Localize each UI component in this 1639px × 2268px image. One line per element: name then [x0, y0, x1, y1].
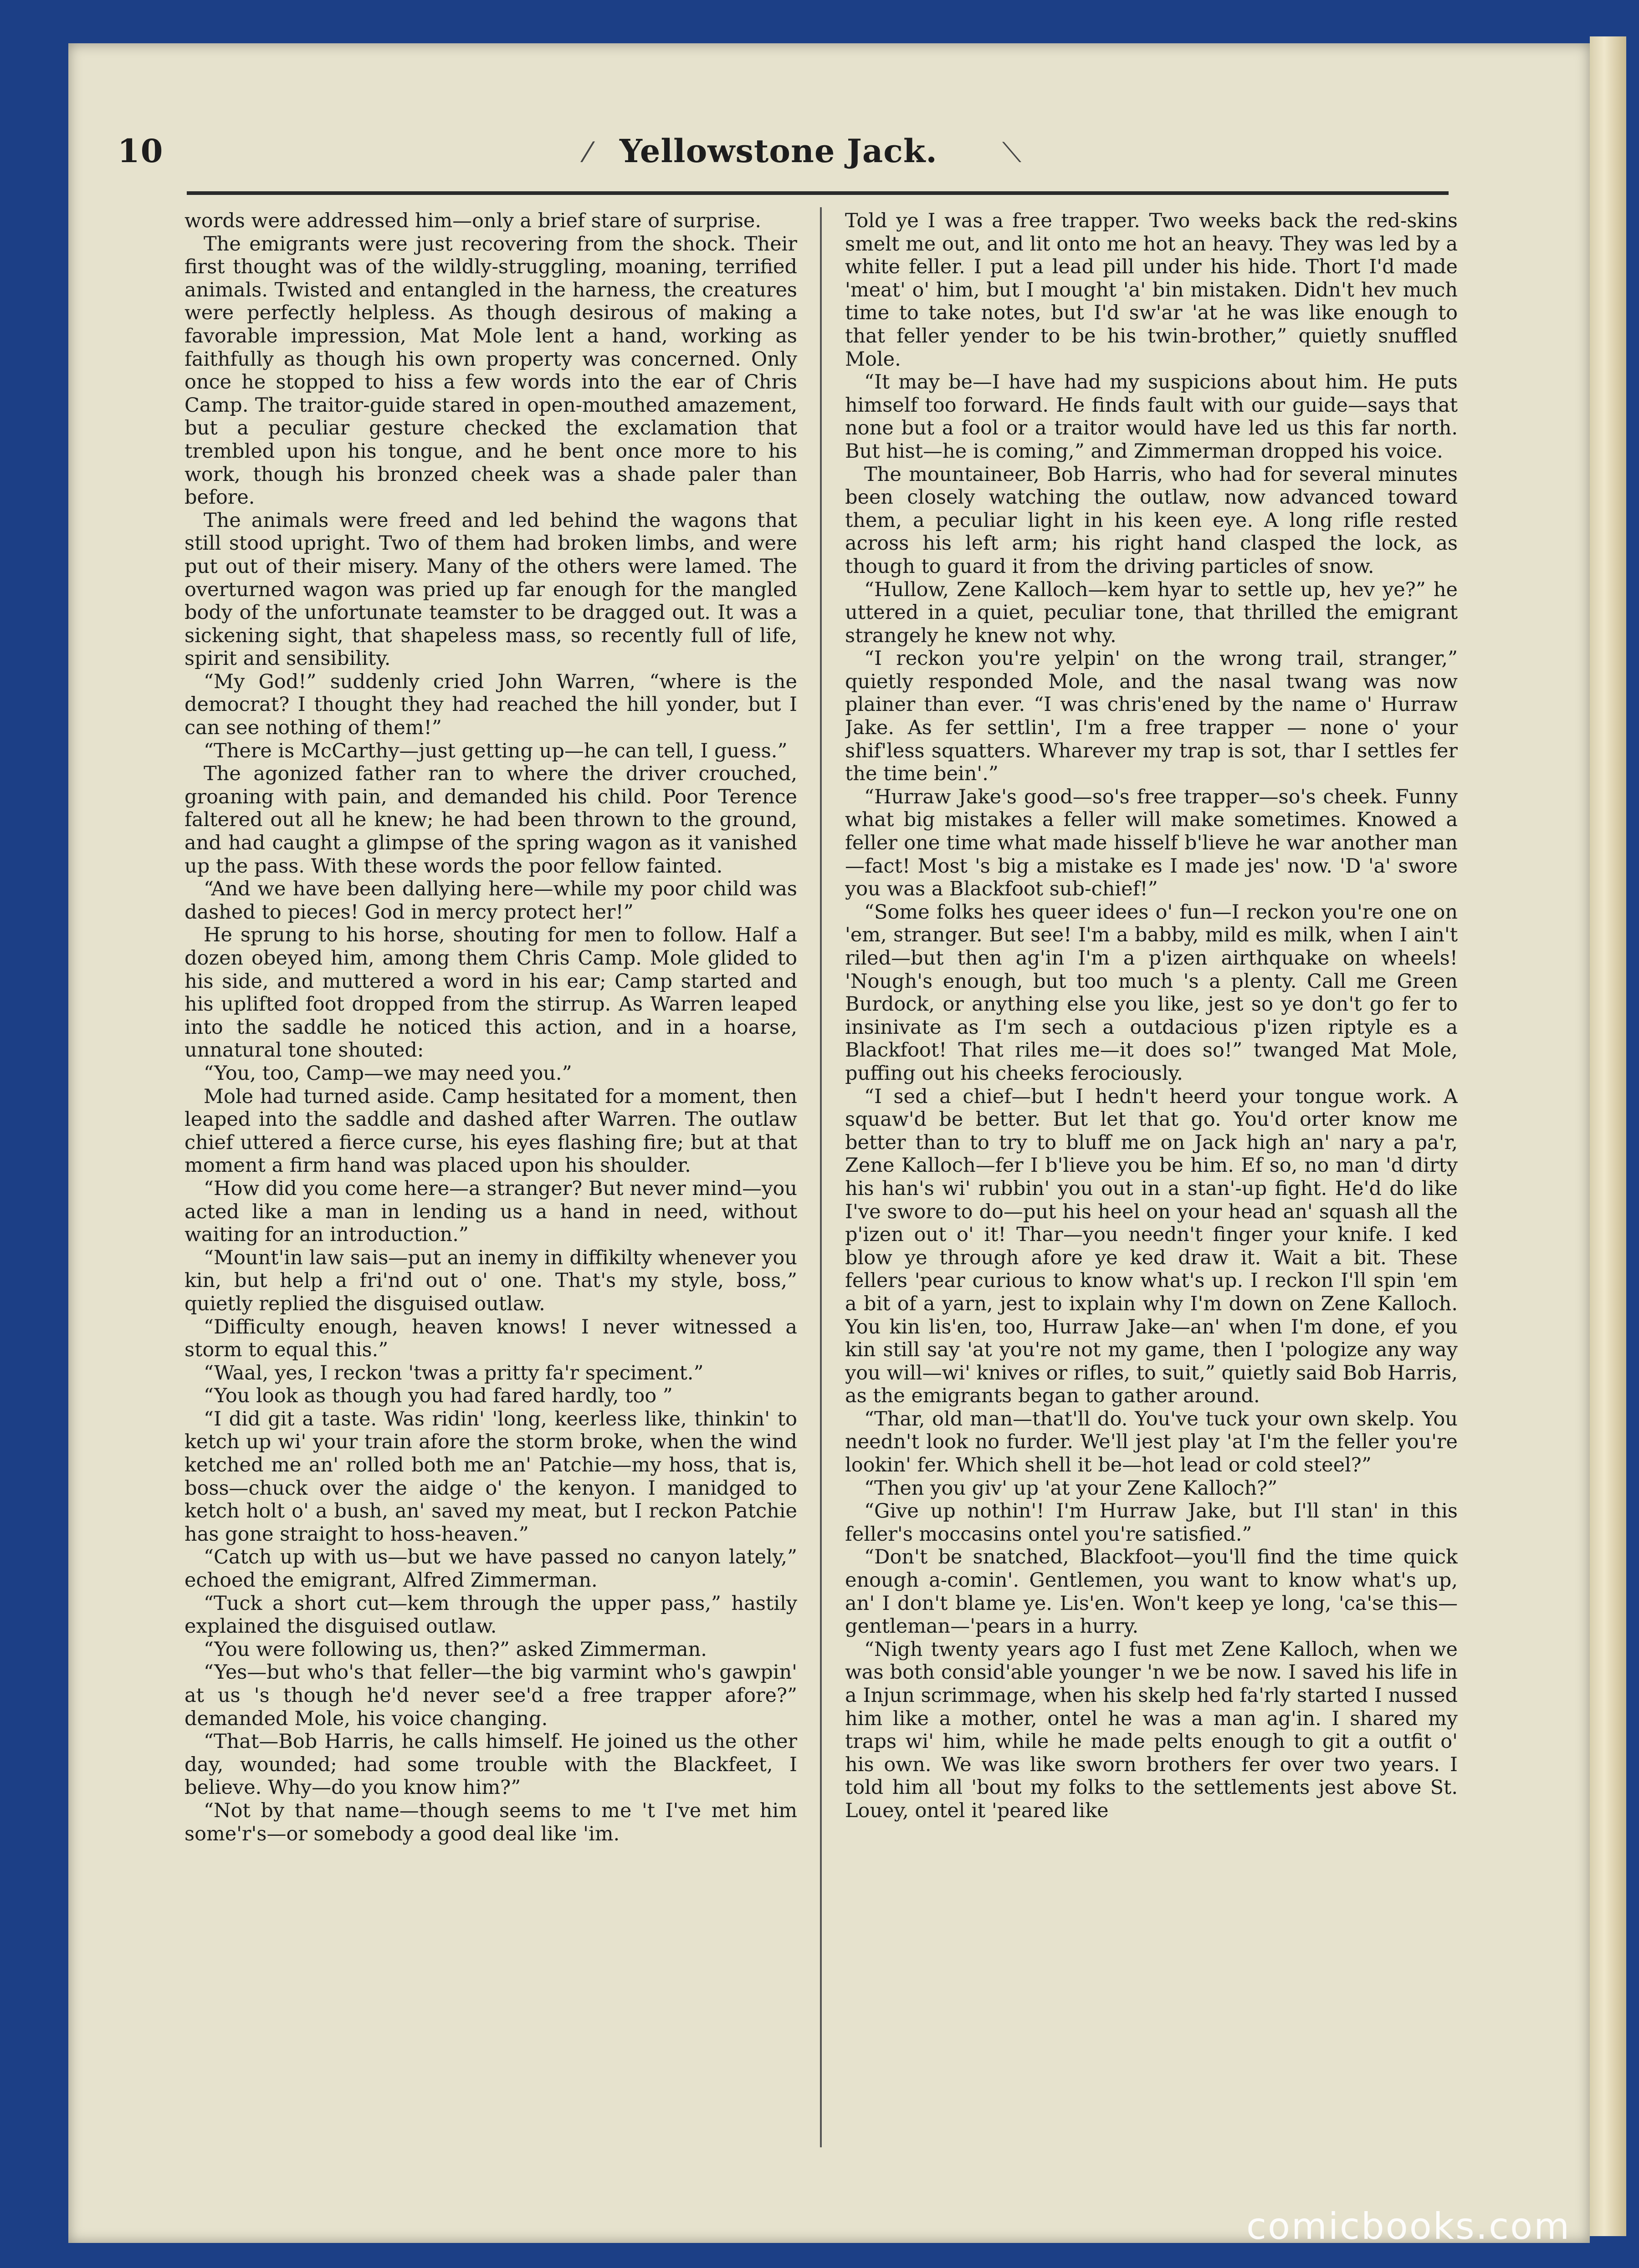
paragraph: The mountaineer, Bob Harris, who had for several minutes been closely watching the outlaw, now advanced toward them, a peculiar light in his keen eye. A long rifle rested across his left arm; his right hand clasped the lock, as though to guard it from the driving particles of snow. — [845, 463, 1458, 578]
paragraph: The emigrants were just recovering from the shock. Their first thought was of the wildly-struggling, moaning, terrified animals. Twisted and entangled in the harness, the creatures were perfectly helpless. As though desirous of making a favorable impression, Mat Mole lent a hand, working as faithfully as though his own property was concerned. Only once he stopped to hiss a few words into the ear of Chris Camp. The traitor-guide stared in open-mouthed amazement, but a peculiar gesture checked the exclamation that trembled upon his tongue, and he bent once more to his work, though his bronzed cheek was a shade paler than before. — [184, 232, 797, 509]
paragraph: words were addressed him—only a brief stare of surprise. — [184, 209, 762, 232]
paragraph: “My God!” suddenly cried John Warren, “where is the democrat? I thought they had reached the hill yonder, but I can see nothing of them!” — [184, 670, 797, 740]
paragraph: Mole had turned aside. Camp hesitated for a moment, then leaped into the saddle and dashed after Warren. The outlaw chief uttered a fierce curse, his eyes flashing fire; but at that moment a firm hand was placed upon his shoulder. — [184, 1085, 797, 1177]
paragraph: “Not by that name—though seems to me 't I've met him some'r's—or somebody a good deal like 'im. — [184, 1799, 797, 1845]
paragraph: “There is McCarthy—just getting up—he can tell, I guess.” — [204, 739, 788, 762]
paragraph: “Tuck a short cut—kem through the upper pass,” hastily explained the disguised outlaw. — [184, 1592, 797, 1638]
running-title: Yellowstone Jack. — [620, 132, 937, 170]
text-column-right — [845, 209, 1458, 2145]
paragraph: The agonized father ran to where the driver crouched, groaning with pain, and demanded his child. Poor Terence faltered out all he knew; he had been thrown to the ground, and had caught a glimpse of the spring wagon as it vanished up the pass. With these words the poor fellow fainted. — [184, 762, 797, 878]
paragraph: The animals were freed and led behind the wagons that still stood upright. Two of them had broken limbs, and were put out of their misery. Many of the others were lamed. The overturned wagon was pried up far enough for the mangled body of the unfortunate teamster to be dragged out. It was a sickening sight, that shapeless mass, so recently full of life, spirit and sensibility. — [184, 509, 797, 670]
paragraph: “I did git a taste. Was ridin' 'long, keerless like, thinkin' to ketch up wi' your train afore the storm broke, when the wind ketched me an' rolled both me an' Patchie—my hoss, that is, boss—chuck over the aidge o' the kenyon. I manidged to ketch holt o' a bush, an' saved my meat, but I reckon Patchie has gone straight to hoss-heaven.” — [184, 1407, 797, 1546]
paragraph: “Don't be snatched, Blackfoot—you'll find the time quick enough a-comin'. Gentlemen, you want to know what's up, an' I don't blame ye. Lis'en. Won't keep ye long, 'ca'se this—gentleman—'pears in a hurry. — [845, 1546, 1458, 1638]
paragraph: “Hurraw Jake's good—so's free trapper—so's cheek. Funny what big mistakes a feller will make sometimes. Knowed a feller one time what made hisself b'lieve he war another man—fact! Most 's big a mistake es I made jes' now. 'D 'a' swore you was a Blackfoot sub-chief!” — [845, 785, 1458, 901]
paragraph: “You, too, Camp—we may need you.” — [204, 1062, 572, 1085]
title-flourish-right: ⟍ — [1002, 137, 1021, 169]
paragraph: “That—Bob Harris, he calls himself. He joined us the other day, wounded; had some trouble with the Blackfeet, I believe. Why—do you know him?” — [184, 1730, 797, 1799]
paragraph: “Then you giv' up 'at your Zene Kalloch?” — [864, 1476, 1278, 1500]
paragraph: “Nigh twenty years ago I fust met Zene Kalloch, when we was both consid'able younger 'n we be now. I saved his life in a Injun scrimmage, when his skelp hed fa'rly started I nussed him like a mother, ontel he was a man ag'in. I shared my traps wi' him, while he made pelts enough to git a outfit o' his own. We was like sworn brothers fer over two years. I told him all 'bout my folks to the settlements jest above St. Louey, ontel it 'peared like — [845, 1638, 1458, 1822]
paragraph: “Hullow, Zene Kalloch—kem hyar to settle up, hev ye?” he uttered in a quiet, peculiar tone, that thrilled the emigrant strangely he knew not why. — [845, 578, 1458, 647]
paragraph: “Yes—but who's that feller—the big varmint who's gawpin' at us 's though he'd never see'd a free trapper afore?” demanded Mole, his voice changing. — [184, 1661, 797, 1730]
site-watermark: comicbooks.com — [1246, 2205, 1571, 2248]
paragraph: “You look as though you had fared hardly, too ” — [204, 1384, 673, 1408]
paragraph: “Difficulty enough, heaven knows! I never witnessed a storm to equal this.” — [184, 1315, 797, 1362]
paragraph: “Catch up with us—but we have passed no canyon lately,” echoed the emigrant, Alfred Zimmerman. — [184, 1546, 797, 1592]
paragraph: Told ye I was a free trapper. Two weeks back the red-skins smelt me out, and lit onto me hot an heavy. They was led by a white feller. I put a lead pill under his hide. Thort I'd made 'meat' o' him, but I mought 'a' bin mistaken. Didn't hev much time to take notes, but I'd sw'ar 'at he was like enough to that feller yender to be his twin-brother,” quietly snuffled Mole. — [845, 209, 1458, 371]
paragraph: “It may be—I have had my suspicions about him. He puts himself too forward. He finds fault with our guide—says that none but a fool or a traitor would have led us this far north. But hist—he is coming,” and Zimmerman dropped his voice. — [845, 371, 1458, 463]
paragraph: “I reckon you're yelpin' on the wrong trail, stranger,” quietly responded Mole, and the nasal twang was now plainer than ever. “I was chris'ened by the name o' Hurraw Jake. As fer settlin', I'm a free trapper — none o' your shif'less squatters. Wharever my trap is sot, thar I settles fer the time bein'.” — [845, 647, 1458, 786]
title-flourish-left: ⁄ — [585, 137, 590, 169]
paragraph: “Mount'in law sais—put an inemy in diffikilty whenever you kin, but help a fri'nd out o' one. That's my style, boss,” quietly replied the disguised outlaw. — [184, 1246, 797, 1315]
paragraph: “Some folks hes queer idees o' fun—I reckon you're one on 'em, stranger. But see! I'm a babby, mild es milk, when I ain't riled—but then ag'in I'm a p'izen airthquake on wheels! 'Nough's enough, but too much 's a plenty. Call me Green Burdock, or anything else you like, jest so ye don't go fer to insinivate as I'm sech a outdacious p'izen riptyle es a Blackfoot! That riles me—it does so!” twanged Mat Mole, puffing out his cheeks ferociously. — [845, 900, 1458, 1085]
paragraph: He sprung to his horse, shouting for men to follow. Half a dozen obeyed him, among them Chris Camp. Mole glided to his side, and muttered a word in his ear; Camp started and his uplifted foot dropped from the stirrup. As Warren leaped into the saddle he noticed this action, and in a hoarse, unnatural tone shouted: — [184, 924, 797, 1062]
column-divider — [820, 207, 822, 2147]
paragraph: “You were following us, then?” asked Zimmerman. — [204, 1638, 707, 1661]
paragraph: “And we have been dallying here—while my poor child was dashed to pieces! God in mercy protect her!” — [184, 878, 797, 924]
adjacent-page-edge — [1590, 36, 1626, 2236]
header-rule — [187, 191, 1449, 195]
page-number: 10 — [118, 132, 164, 170]
paragraph: “Waal, yes, I reckon 'twas a pritty fa'r speciment.” — [204, 1361, 704, 1384]
text-column-left — [184, 209, 797, 2145]
paragraph: “I sed a chief—but I hedn't heerd your tongue work. A squaw'd be better. But let that go. You'd orter know me better than to try to bluff me on Jack high an' nary a pa'r, Zene Kalloch—fer I b'lieve you be him. Ef so, no man 'd dirty his han's wi' rubbin' you out in a stan'-up fight. He'd do like I've swore to do—put his heel on your head an' squash all the p'izen out o' it! Thar—you needn't finger your knife. I ked blow ye through afore ye ked draw it. Wait a bit. These fellers 'pear curious to know what's up. I reckon I'll spin 'em a bit of a yarn, jest to ixplain why I'm down on Zene Kalloch. You kin lis'en, too, Hurraw Jake—an' when I'm done, ef you kin still say 'at you're not my game, then I 'pologize any way you will—wi' knives or rifles, to suit,” quietly said Bob Harris, as the emigrants began to gather around. — [845, 1085, 1458, 1408]
paragraph: “Thar, old man—that'll do. You've tuck your own skelp. You needn't look no furder. We'll jest play 'at I'm the feller you're lookin' fer. Which shell it be—hot lead or cold steel?” — [845, 1407, 1458, 1477]
paragraph: “How did you come here—a stranger? But never mind—you acted like a man in lending us a hand in need, without waiting for an introduction.” — [184, 1177, 797, 1246]
paragraph: “Give up nothin'! I'm Hurraw Jake, but I'll stan' in this feller's moccasins ontel you're satisfied.” — [845, 1500, 1458, 1546]
